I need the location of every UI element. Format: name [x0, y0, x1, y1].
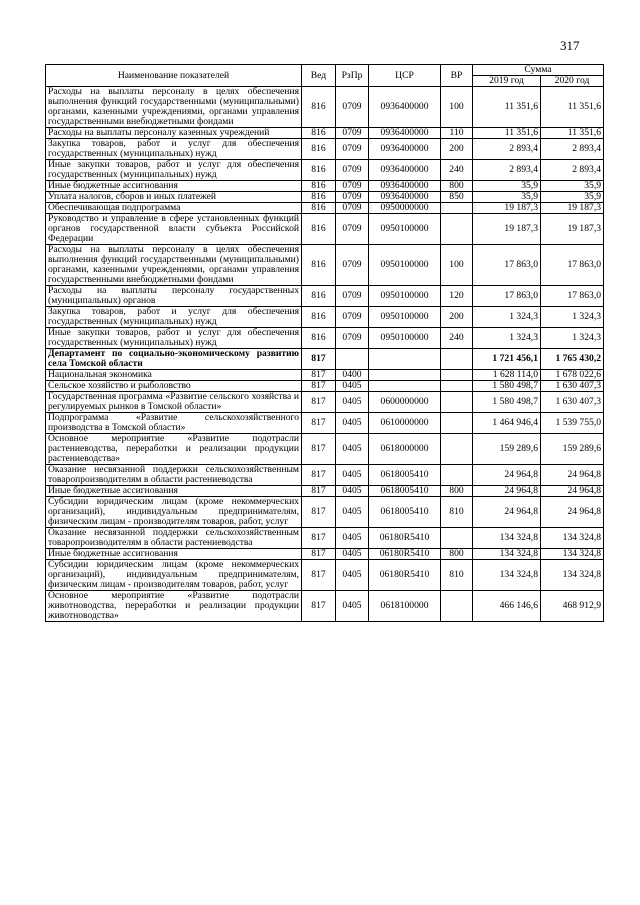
row-ved: 816	[302, 192, 336, 203]
row-sum-2019: 1 628 114,0	[473, 370, 541, 381]
row-vr	[441, 465, 473, 486]
row-sum-2019: 35,9	[473, 192, 541, 203]
row-ved: 816	[302, 203, 336, 214]
row-rzpr: 0709	[336, 181, 369, 192]
row-sum-2020: 1 630 407,3	[541, 381, 604, 392]
row-sum-2020: 134 324,8	[541, 549, 604, 560]
row-name: Закупка товаров, работ и услуг для обеспечения государственных (муниципальных) нужд	[46, 307, 302, 328]
row-name: Государственная программа «Развитие сельского хозяйства и регулируемых рынков в Томской области»	[46, 392, 302, 413]
row-rzpr: 0709	[336, 139, 369, 160]
table-row	[46, 392, 604, 413]
row-sum-2020: 134 324,8	[541, 528, 604, 549]
row-name: Расходы на выплаты персоналу казенных учреждений	[46, 128, 302, 139]
row-csr: 0618100000	[369, 591, 441, 622]
row-rzpr: 0709	[336, 87, 369, 128]
table-row	[46, 181, 604, 192]
row-csr: 0936400000	[369, 192, 441, 203]
row-name: Оказание несвязанной поддержки сельскохозяйственным товаропроизводителям в области растениеводства	[46, 465, 302, 486]
row-ved: 816	[302, 160, 336, 181]
header-ved: Вед	[302, 65, 336, 87]
row-name: Иные бюджетные ассигнования	[46, 486, 302, 497]
row-csr: 06180R5410	[369, 560, 441, 591]
row-rzpr: 0405	[336, 497, 369, 528]
row-rzpr: 0709	[336, 160, 369, 181]
row-sum-2020: 19 187,3	[541, 214, 604, 245]
row-csr: 0936400000	[369, 181, 441, 192]
row-ved: 817	[302, 381, 336, 392]
row-ved: 816	[302, 245, 336, 286]
row-sum-2019: 2 893,4	[473, 139, 541, 160]
row-ved: 817	[302, 560, 336, 591]
row-name: Расходы на выплаты персоналу в целях обеспечения выполнения функций государственными (муниципальными) органами, казенными учреждениями, органами управления государственными внебюджетными фондами	[46, 87, 302, 128]
row-ved: 816	[302, 87, 336, 128]
table-row	[46, 434, 604, 465]
row-rzpr: 0709	[336, 307, 369, 328]
row-rzpr: 0405	[336, 560, 369, 591]
row-rzpr: 0405	[336, 549, 369, 560]
row-vr	[441, 528, 473, 549]
row-name: Основное мероприятие «Развитие подотрасли растениеводства, переработки и реализации продукции растениеводства»	[46, 434, 302, 465]
row-csr: 0950100000	[369, 214, 441, 245]
table-row	[46, 307, 604, 328]
row-ved: 817	[302, 370, 336, 381]
row-sum-2020: 2 893,4	[541, 139, 604, 160]
row-sum-2019: 1 464 946,4	[473, 413, 541, 434]
row-vr: 800	[441, 549, 473, 560]
row-sum-2020: 17 863,0	[541, 245, 604, 286]
row-ved: 816	[302, 307, 336, 328]
row-name: Сельское хозяйство и рыболовство	[46, 381, 302, 392]
row-sum-2019: 1 580 498,7	[473, 381, 541, 392]
row-ved: 816	[302, 328, 336, 349]
row-rzpr	[336, 349, 369, 370]
row-rzpr: 0405	[336, 591, 369, 622]
table-body	[46, 87, 604, 622]
row-sum-2019: 134 324,8	[473, 560, 541, 591]
row-ved: 817	[302, 434, 336, 465]
table-row	[46, 413, 604, 434]
row-rzpr: 0709	[336, 128, 369, 139]
row-csr: 0950100000	[369, 286, 441, 307]
row-vr	[441, 381, 473, 392]
budget-table	[45, 64, 604, 622]
row-sum-2019: 24 964,8	[473, 465, 541, 486]
table-row	[46, 286, 604, 307]
row-sum-2020: 2 893,4	[541, 160, 604, 181]
table-row	[46, 560, 604, 591]
row-csr: 0618005410	[369, 465, 441, 486]
row-csr: 06180R5410	[369, 528, 441, 549]
row-csr	[369, 349, 441, 370]
row-sum-2020: 1 539 755,0	[541, 413, 604, 434]
table-row	[46, 381, 604, 392]
row-sum-2020: 24 964,8	[541, 486, 604, 497]
row-vr: 120	[441, 286, 473, 307]
row-sum-2019: 17 863,0	[473, 286, 541, 307]
row-name: Обеспечивающая подпрограмма	[46, 203, 302, 214]
row-sum-2020: 35,9	[541, 192, 604, 203]
row-rzpr: 0709	[336, 192, 369, 203]
row-csr: 0610000000	[369, 413, 441, 434]
row-csr: 0950000000	[369, 203, 441, 214]
row-vr: 100	[441, 87, 473, 128]
row-rzpr: 0709	[336, 245, 369, 286]
table-row	[46, 192, 604, 203]
row-sum-2019: 1 324,3	[473, 328, 541, 349]
table-row	[46, 528, 604, 549]
row-vr	[441, 434, 473, 465]
row-vr: 200	[441, 307, 473, 328]
row-vr: 200	[441, 139, 473, 160]
header-name: Наименование показателей	[46, 65, 302, 87]
row-rzpr: 0405	[336, 392, 369, 413]
table-row	[46, 328, 604, 349]
row-sum-2020: 24 964,8	[541, 497, 604, 528]
table-row	[46, 128, 604, 139]
row-vr	[441, 370, 473, 381]
row-sum-2020: 1 678 022,6	[541, 370, 604, 381]
row-sum-2020: 17 863,0	[541, 286, 604, 307]
row-sum-2020: 24 964,8	[541, 465, 604, 486]
row-vr: 800	[441, 181, 473, 192]
row-vr: 850	[441, 192, 473, 203]
row-name: Иные закупки товаров, работ и услуг для обеспечения государственных (муниципальных) нужд	[46, 160, 302, 181]
row-csr	[369, 370, 441, 381]
table-row	[46, 139, 604, 160]
row-vr: 810	[441, 497, 473, 528]
page-number: 317	[560, 38, 580, 53]
row-sum-2020: 134 324,8	[541, 560, 604, 591]
row-vr: 800	[441, 486, 473, 497]
row-vr	[441, 203, 473, 214]
row-name: Иные бюджетные ассигнования	[46, 181, 302, 192]
row-csr: 06180R5410	[369, 549, 441, 560]
row-csr: 0950100000	[369, 328, 441, 349]
table-row	[46, 160, 604, 181]
table-row	[46, 591, 604, 622]
row-sum-2020: 35,9	[541, 181, 604, 192]
header-sum: Сумма	[473, 65, 604, 76]
row-csr: 0600000000	[369, 392, 441, 413]
row-sum-2020: 1 324,3	[541, 328, 604, 349]
row-rzpr: 0709	[336, 214, 369, 245]
table-row	[46, 214, 604, 245]
table-row	[46, 203, 604, 214]
row-name: Расходы на выплаты персоналу государственных (муниципальных) органов	[46, 286, 302, 307]
row-csr: 0936400000	[369, 128, 441, 139]
row-sum-2019: 24 964,8	[473, 497, 541, 528]
table-row	[46, 497, 604, 528]
row-vr	[441, 349, 473, 370]
row-ved: 817	[302, 349, 336, 370]
row-ved: 817	[302, 413, 336, 434]
row-name: Субсидии юридическим лицам (кроме некоммерческих организаций), индивидуальным предпринимателям, физическим лицам - производителям товаров, работ, услуг	[46, 497, 302, 528]
row-sum-2020: 159 289,6	[541, 434, 604, 465]
row-sum-2019: 134 324,8	[473, 549, 541, 560]
row-csr: 0950100000	[369, 245, 441, 286]
table-row	[46, 245, 604, 286]
row-sum-2020: 11 351,6	[541, 87, 604, 128]
row-ved: 817	[302, 549, 336, 560]
row-vr	[441, 214, 473, 245]
row-rzpr: 0709	[336, 286, 369, 307]
header-csr: ЦСР	[369, 65, 441, 87]
table-row	[46, 549, 604, 560]
row-ved: 817	[302, 465, 336, 486]
row-sum-2020: 11 351,6	[541, 128, 604, 139]
row-rzpr: 0709	[336, 328, 369, 349]
row-rzpr: 0405	[336, 413, 369, 434]
row-rzpr: 0405	[336, 528, 369, 549]
row-sum-2019: 134 324,8	[473, 528, 541, 549]
row-sum-2019: 35,9	[473, 181, 541, 192]
row-vr	[441, 413, 473, 434]
table-row	[46, 465, 604, 486]
table-row	[46, 370, 604, 381]
row-name: Национальная экономика	[46, 370, 302, 381]
row-name: Субсидии юридическим лицам (кроме некоммерческих организаций), индивидуальным предпринимателям, физическим лицам - производителям товаров, работ, услуг	[46, 560, 302, 591]
row-sum-2019: 11 351,6	[473, 128, 541, 139]
header-2020: 2020 год	[541, 76, 604, 87]
row-vr: 240	[441, 160, 473, 181]
row-sum-2019: 1 324,3	[473, 307, 541, 328]
row-name: Расходы на выплаты персоналу в целях обеспечения выполнения функций государственными (муниципальными) органами, казенными учреждениями, органами управления государственными внебюджетными фондами	[46, 245, 302, 286]
row-csr: 0936400000	[369, 139, 441, 160]
row-sum-2019: 19 187,3	[473, 203, 541, 214]
row-sum-2019: 24 964,8	[473, 486, 541, 497]
row-rzpr: 0400	[336, 370, 369, 381]
header-rzpr: РзПр	[336, 65, 369, 87]
row-sum-2019: 1 580 498,7	[473, 392, 541, 413]
row-rzpr: 0405	[336, 381, 369, 392]
table-row	[46, 486, 604, 497]
row-name: Уплата налогов, сборов и иных платежей	[46, 192, 302, 203]
row-csr: 0618000000	[369, 434, 441, 465]
row-sum-2019: 2 893,4	[473, 160, 541, 181]
row-sum-2020: 468 912,9	[541, 591, 604, 622]
row-sum-2020: 1 324,3	[541, 307, 604, 328]
header-vr: ВР	[441, 65, 473, 87]
row-name: Закупка товаров, работ и услуг для обеспечения государственных (муниципальных) нужд	[46, 139, 302, 160]
row-ved: 817	[302, 392, 336, 413]
row-csr: 0936400000	[369, 87, 441, 128]
row-vr: 110	[441, 128, 473, 139]
row-csr: 0618005410	[369, 497, 441, 528]
row-ved: 817	[302, 486, 336, 497]
row-name: Иные закупки товаров, работ и услуг для обеспечения государственных (муниципальных) нужд	[46, 328, 302, 349]
row-rzpr: 0709	[336, 203, 369, 214]
row-vr: 100	[441, 245, 473, 286]
row-csr: 0618005410	[369, 486, 441, 497]
row-name: Департамент по социально-экономическому развитию села Томской области	[46, 349, 302, 370]
row-name: Иные бюджетные ассигнования	[46, 549, 302, 560]
row-rzpr: 0405	[336, 434, 369, 465]
row-sum-2020: 19 187,3	[541, 203, 604, 214]
row-rzpr: 0405	[336, 465, 369, 486]
row-name: Подпрограмма «Развитие сельскохозяйственного производства в Томской области»	[46, 413, 302, 434]
row-name: Руководство и управление в сфере установленных функций органов государственной власти субъекта Российской Федерации	[46, 214, 302, 245]
row-ved: 817	[302, 591, 336, 622]
row-sum-2019: 11 351,6	[473, 87, 541, 128]
row-ved: 817	[302, 497, 336, 528]
row-vr: 240	[441, 328, 473, 349]
row-ved: 816	[302, 128, 336, 139]
row-sum-2019: 1 721 456,1	[473, 349, 541, 370]
row-rzpr: 0405	[336, 486, 369, 497]
row-name: Оказание несвязанной поддержки сельскохозяйственным товаропроизводителям в области растениеводства	[46, 528, 302, 549]
header-2019: 2019 год	[473, 76, 541, 87]
row-csr	[369, 381, 441, 392]
row-sum-2019: 17 863,0	[473, 245, 541, 286]
row-vr: 810	[441, 560, 473, 591]
row-ved: 817	[302, 528, 336, 549]
row-vr	[441, 392, 473, 413]
row-sum-2019: 466 146,6	[473, 591, 541, 622]
row-vr	[441, 591, 473, 622]
row-name: Основное мероприятие «Развитие подотрасли животноводства, переработки и реализации продукции животноводства»	[46, 591, 302, 622]
row-ved: 816	[302, 181, 336, 192]
row-sum-2020: 1 765 430,2	[541, 349, 604, 370]
row-sum-2019: 159 289,6	[473, 434, 541, 465]
table-row	[46, 349, 604, 370]
row-sum-2019: 19 187,3	[473, 214, 541, 245]
row-csr: 0936400000	[369, 160, 441, 181]
row-sum-2020: 1 630 407,3	[541, 392, 604, 413]
row-ved: 816	[302, 139, 336, 160]
row-ved: 816	[302, 286, 336, 307]
table-row	[46, 87, 604, 128]
row-csr: 0950100000	[369, 307, 441, 328]
row-ved: 816	[302, 214, 336, 245]
